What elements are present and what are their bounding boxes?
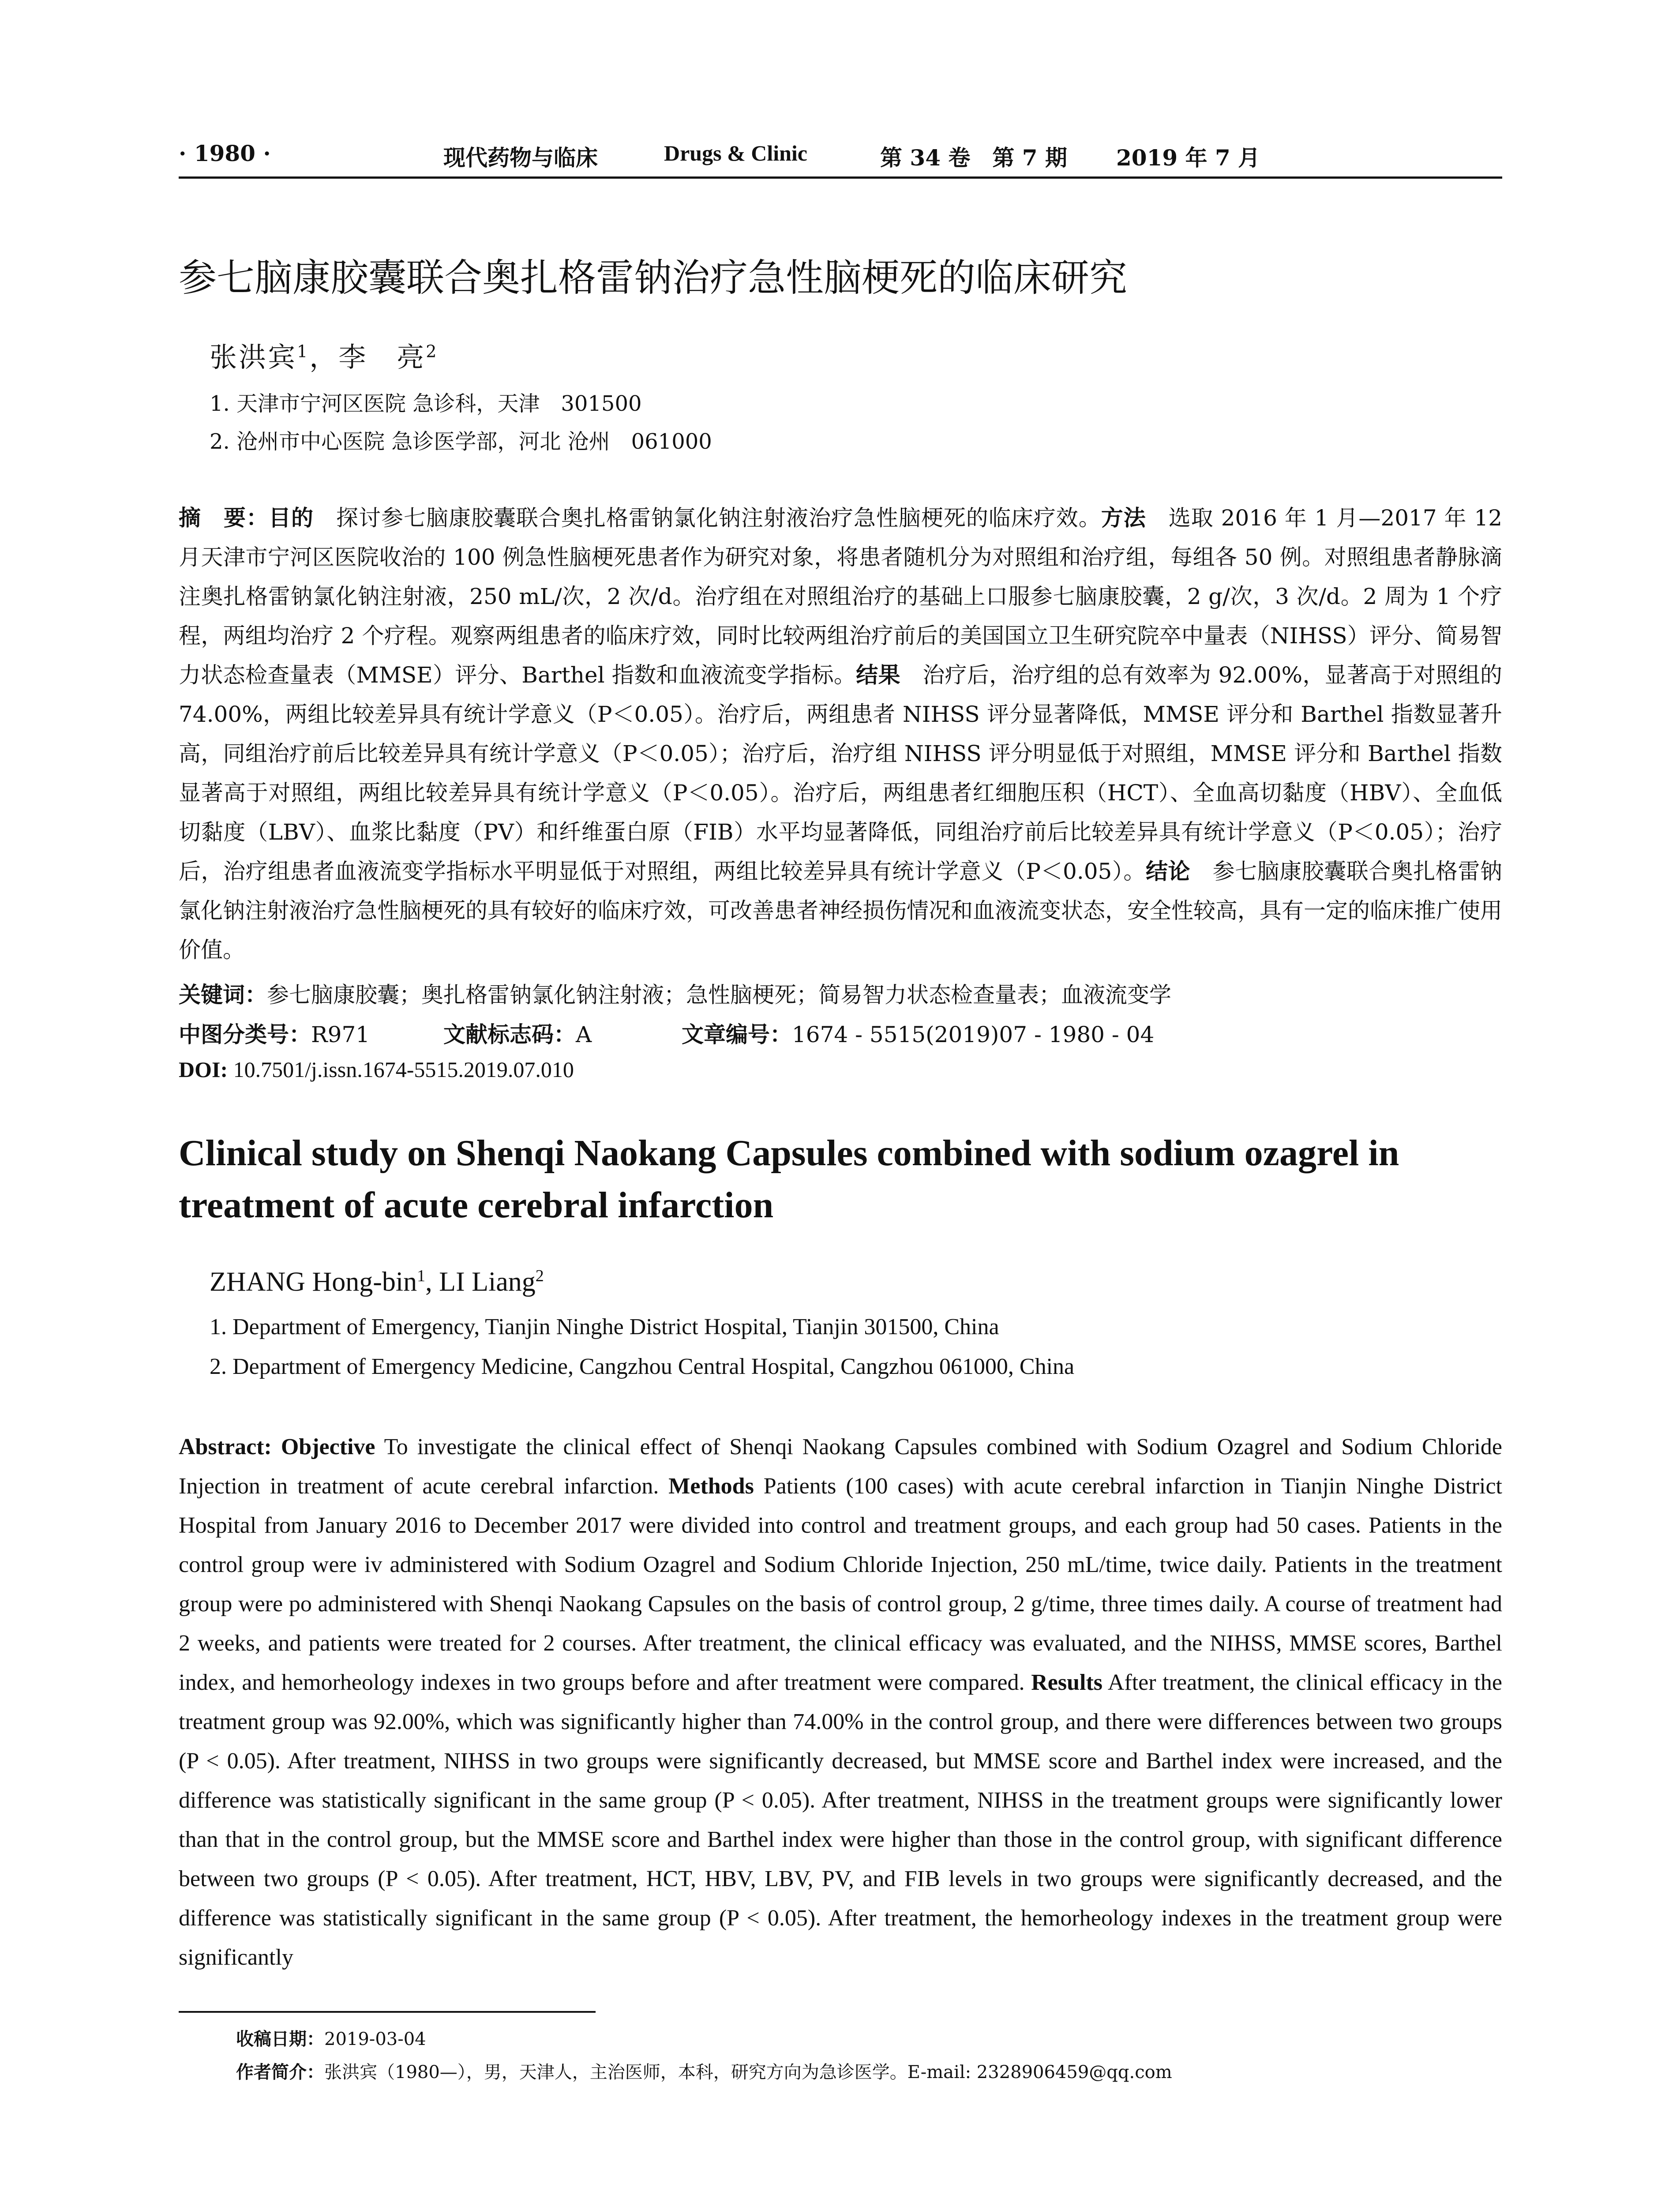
objective-label: Objective bbox=[281, 1434, 375, 1459]
doi-line bbox=[179, 1057, 574, 1082]
doi-label: DOI: bbox=[179, 1057, 228, 1082]
affiliation-en: 2. Department of Emergency Medicine, Cangzhou Central Hospital, Cangzhou 061000, China bbox=[210, 1354, 1075, 1379]
volume-issue: 第 34 卷 第 7 期 bbox=[880, 145, 1067, 171]
abstract-cn bbox=[179, 499, 1502, 970]
doi-link[interactable]: 10.7501/j.issn.1674-5515.2019.07.010 bbox=[228, 1057, 574, 1082]
article-title-en: Clinical study on Shenqi Naokang Capsules combined with sodium ozagrel in treatment of acute cerebral infarction bbox=[179, 1133, 1399, 1226]
methods-label: 方法 bbox=[1101, 505, 1146, 531]
objective-label: 目的 bbox=[268, 505, 314, 531]
objective-text: To investigate the clinical effect of Shenqi Naokang Capsules combined with Sodium Ozagrel and Sodium Chloride Injection in treatment of acute cerebral infarction. bbox=[179, 1434, 1502, 1499]
article-number-label: 文章编号： bbox=[682, 1022, 792, 1047]
authors-cn bbox=[210, 335, 438, 375]
results-text: 治疗后，治疗组的总有效率为 92.00%，显著高于对照组的 74.00%，两组比较差异具有统计学意义（P＜0.05）。治疗后，两组患者 NIHSS 评分显著降低，MMSE 评分和 Barthel 指数显著升高，同组治疗前后比较差异具有统计学意义（P＜0.05）；治疗后，治疗组 NIHSS 评分明显低于对照组，MMSE 评分和 Barthel 指数显著高于对照组，两组比较差异具有统计学意义（P＜0.05）。治疗后，两组患者红细胞压积（HCT）、全血高切黏度（HBV）、全血低切黏度（LBV）、血浆比黏度（PV）和纤维蛋白原（FIB）水平均显著降低，同组治疗前后比较差异具有统计学意义（P＜0.05）；治疗后，治疗组患者血液流变学指标水平明显低于对照组，两组比较差异具有统计学意义（P＜0.05）。 bbox=[179, 662, 1502, 884]
author-name: ，李 亮 bbox=[309, 341, 426, 373]
journal-name-en: Drugs & Clinic bbox=[664, 141, 807, 165]
conclusion-label: 结论 bbox=[1145, 859, 1191, 884]
received-value: 2019-03-04 bbox=[324, 2029, 426, 2049]
author-name: 张洪宾 bbox=[210, 341, 297, 373]
results-text: After treatment, the clinical efficacy in the treatment group was 92.00%, which was significantly higher than 74.00% in the control group, and there were differences between two groups (P < 0.05). After treatment, NIHSS in two groups were significantly decreased, but MMSE score and Barthel index were increased, and the difference was statistically significant in the same group (P < 0.05). After treatment, NIHSS in the treatment groups were significantly lower than that in the control group, but the MMSE score and Barthel index were higher than those in the control group, with significant difference between two groups (P < 0.05). After treatment, HCT, HBV, LBV, PV, and FIB levels in two groups were significantly decreased, and the difference was statistically significant in the same group (P < 0.05). After treatment, the hemorheology indexes in the treatment group were significantly bbox=[179, 1670, 1502, 1970]
objective-text: 探讨参七脑康胶囊联合奥扎格雷钠氯化钠注射液治疗急性脑梗死的临床疗效。 bbox=[313, 505, 1101, 531]
abstract-label: 摘 要： bbox=[179, 505, 269, 531]
author-affiliation-marker: 1 bbox=[297, 341, 310, 361]
received-date bbox=[236, 2025, 426, 2050]
doc-code-label: 文献标志码： bbox=[443, 1022, 576, 1047]
author-name: ZHANG Hong-bin bbox=[210, 1267, 417, 1297]
methods-label: Methods bbox=[668, 1474, 754, 1499]
author-bio-label: 作者简介： bbox=[236, 2062, 324, 2082]
classification-line bbox=[179, 1017, 1154, 1049]
author-affiliation-marker: 1 bbox=[417, 1267, 426, 1285]
affiliation-cn: 1. 天津市宁河区医院 急诊科，天津 301500 bbox=[210, 391, 642, 416]
author-affiliation-marker: 2 bbox=[426, 341, 439, 361]
keywords-text: 参七脑康胶囊；奥扎格雷钠氯化钠注射液；急性脑梗死；简易智力状态检查量表；血液流变学 bbox=[267, 982, 1171, 1008]
footnote-divider bbox=[179, 2011, 596, 2013]
issue-date: 2019 年 7 月 bbox=[1116, 145, 1260, 171]
abstract-en bbox=[179, 1427, 1502, 1977]
author-bio-text: 张洪宾（1980—），男，天津人，主治医师，本科，研究方向为急诊医学。E-mail: 2328906459@qq.com bbox=[324, 2062, 1172, 2082]
affiliation-en: 1. Department of Emergency, Tianjin Ninghe District Hospital, Tianjin 301500, China bbox=[210, 1314, 999, 1339]
page-number: · 1980 · bbox=[179, 140, 271, 166]
doc-code-value: A bbox=[576, 1022, 592, 1047]
methods-text: 选取 2016 年 1 月—2017 年 12 月天津市宁河区医院收治的 100 例急性脑梗死患者作为研究对象，将患者随机分为对照组和治疗组，每组各 50 例。对照组患者静脉滴注奥扎格雷钠氯化钠注射液，250 mL/次，2 次/d。治疗组在对照组治疗的基础上口服参七脑康胶囊，2 g/次，3 次/d。2 周为 1 个疗程，两组均治疗 2 个疗程。观察两组患者的临床疗效，同时比较两组治疗前后的美国国立卫生研究院卒中量表（NIHSS）评分、简易智力状态检查量表（MMSE）评分、Barthel 指数和血液流变学指标。 bbox=[179, 505, 1503, 688]
authors-en bbox=[210, 1266, 544, 1298]
journal-name-cn: 现代药物与临床 bbox=[443, 145, 598, 171]
author-affiliation-marker: 2 bbox=[535, 1267, 544, 1285]
class-value: R971 bbox=[311, 1022, 370, 1047]
methods-text: Patients (100 cases) with acute cerebral infarction in Tianjin Ninghe District Hospital from January 2016 to December 2017 were divided into control and treatment groups, and each group had 50 cases. Patients in the control group were iv administered with Sodium Ozagrel and Sodium Chloride Injection, 250 mL/time, twice daily. Patients in the treatment group were po administered with Shenqi Naokang Capsules on the basis of control group, 2 g/time, three times daily. A course of treatment had 2 weeks, and patients were treated for 2 courses. After treatment, the clinical efficacy was evaluated, and the NIHSS, MMSE scores, Barthel index, and hemorheology indexes in two groups before and after treatment were compared. bbox=[179, 1474, 1503, 1695]
author-name: , LI Liang bbox=[425, 1267, 536, 1297]
results-label: Results bbox=[1031, 1670, 1103, 1695]
class-label: 中图分类号： bbox=[179, 1022, 311, 1047]
author-bio bbox=[236, 2058, 1172, 2083]
keywords-label: 关键词： bbox=[179, 982, 267, 1008]
received-label: 收稿日期： bbox=[236, 2029, 324, 2049]
running-header bbox=[179, 140, 1502, 171]
keywords-cn bbox=[179, 977, 1171, 1009]
results-label: 结果 bbox=[856, 662, 900, 688]
affiliation-cn: 2. 沧州市中心医院 急诊医学部，河北 沧州 061000 bbox=[210, 429, 712, 454]
abstract-label: Abstract: bbox=[179, 1434, 281, 1459]
article-title-cn: 参七脑康胶囊联合奥扎格雷钠治疗急性脑梗死的临床研究 bbox=[179, 256, 1127, 300]
article-number-value: 1674 - 5515(2019)07 - 1980 - 04 bbox=[792, 1022, 1155, 1047]
conclusion-text: 参七脑康胶囊联合奥扎格雷钠氯化钠注射液治疗急性脑梗死的具有较好的临床疗效，可改善患者神经损伤情况和血液流变状态，安全性较高，具有一定的临床推广使用价值。 bbox=[179, 859, 1502, 963]
header-divider bbox=[179, 176, 1502, 179]
